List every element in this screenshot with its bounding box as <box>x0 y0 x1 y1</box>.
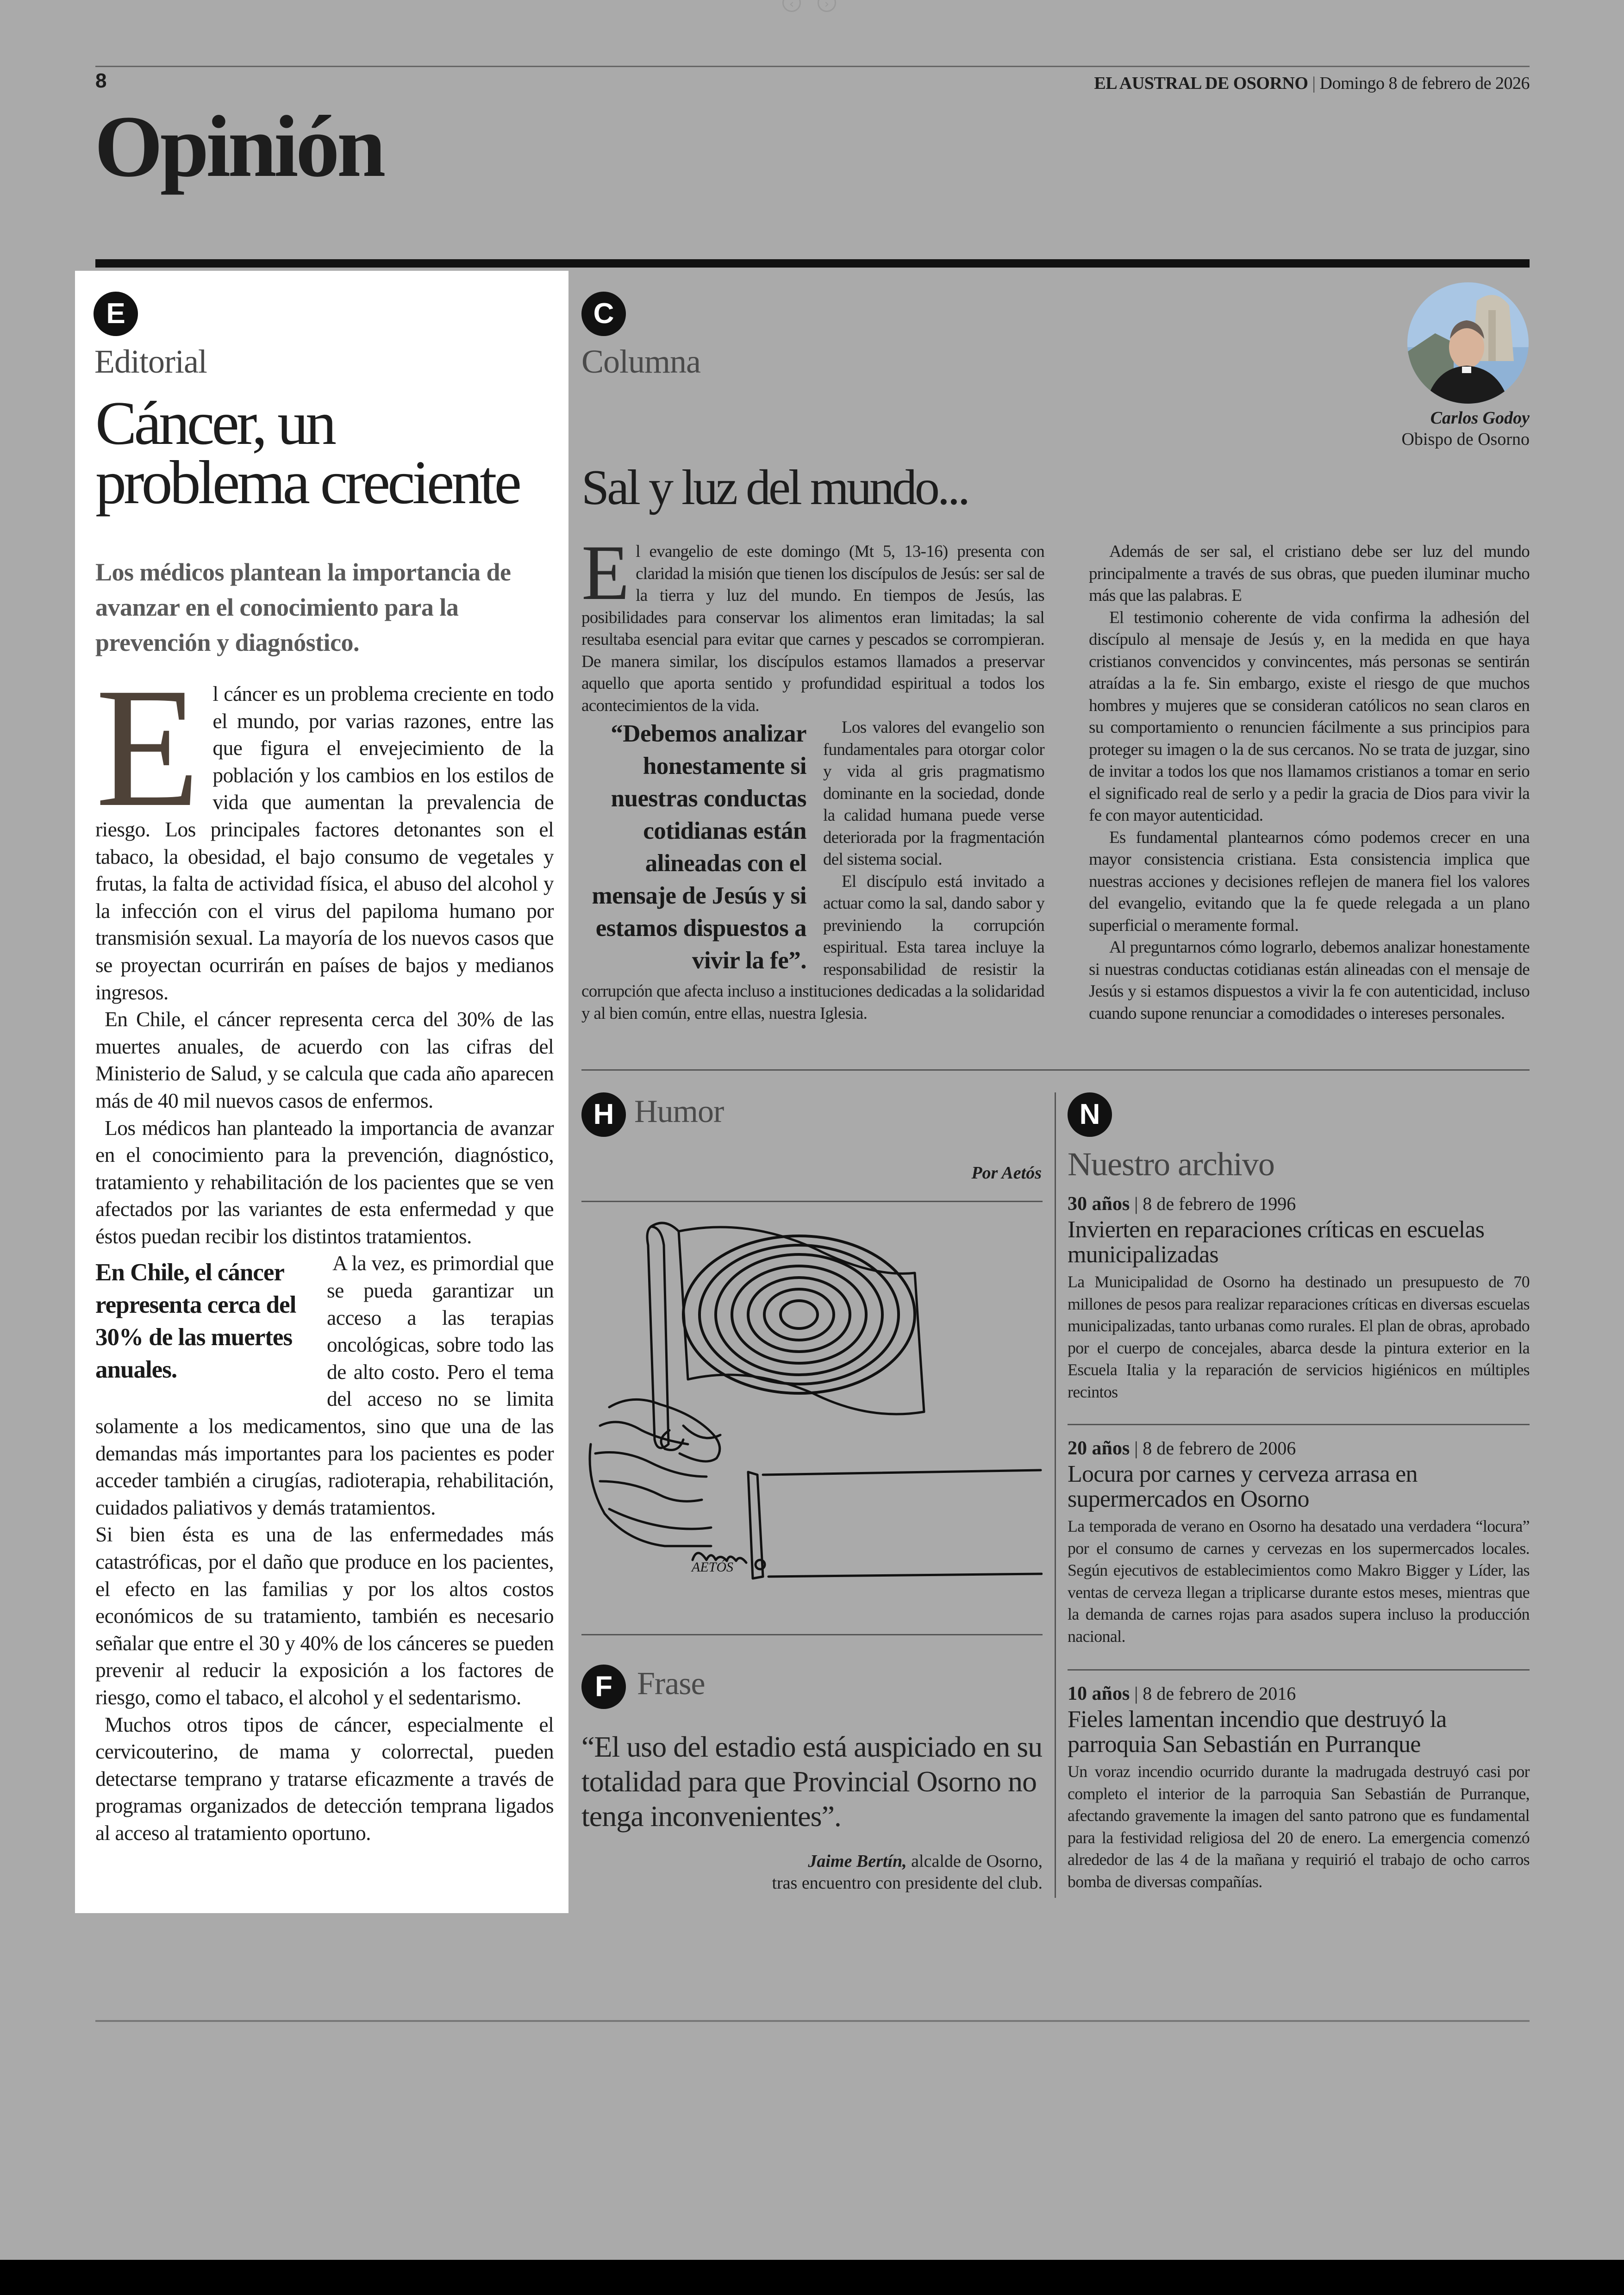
editorial-dropcap: E <box>95 653 200 842</box>
archive-date <box>1068 1192 1530 1216</box>
divider <box>1068 1669 1530 1671</box>
editorial-paragraph: Si bien ésta es una de las enfermedades más catastróficas, por el daño que produce en los pacientes, el efecto en las familias y por los altos costos económicos de su tratamiento, también es necesario señalar que entre el 30 y 40% de los cánceres se pueden prevenir al reducir la exposición a los factores de riesgo, como el tabaco, el alcohol y el sedentarismo. <box>95 1522 554 1709</box>
column-body-left <box>581 529 1044 1024</box>
frase-source <box>772 1851 1043 1894</box>
cartoon-drawing <box>581 1213 1043 1625</box>
footer-rule <box>95 2020 1530 2022</box>
page-nav <box>782 0 838 12</box>
divider <box>1068 1424 1530 1425</box>
archive-headline: Locura por carnes y cerveza arrasa en supermercados en Osorno <box>1068 1461 1418 1512</box>
divider <box>581 1634 1043 1635</box>
editorial-headline: Cáncer, un problema creciente <box>95 389 519 517</box>
archive-headline: Fieles lamentan incendio que destruyó la parroquia San Sebastián en Purranque <box>1068 1706 1447 1758</box>
frase-kicker: Frase <box>637 1666 705 1702</box>
frase-badge: F <box>581 1665 626 1709</box>
author-name: Carlos Godoy <box>1430 408 1530 428</box>
column-paragraph: l evangelio de este domingo (Mt 5, 13-16) presenta con claridad la misión que tienen los discípulos de Jesús: ser sal de la tierra y luz del mundo. En tiempos de Jesús, las posibilidades para conservar los alimentos eran limitadas; la sal resultaba esencial para evitar que carnes y pescados se corrompieran. De manera similar, los discípulos estamos llamados a preservar aquello que aporta sentido y profundidad espiritual a todos los acontecimientos de la vida. <box>581 542 1044 715</box>
humor-cartoon <box>581 1213 1043 1625</box>
frase-source-role: alcalde de Osorno, <box>906 1852 1043 1871</box>
editorial-body <box>95 653 554 1847</box>
editorial-paragraph: Los médicos han planteado la importancia de avanzar en el conocimiento para la prevención, diagnóstico, tratamiento y rehabilitación de los pacientes que se ven afectados por las variantes de esta enfermedad y que éstos puedan recibir los distintos tratamientos. <box>95 1116 554 1248</box>
column-dropcap: E <box>581 529 630 616</box>
editorial-pull-quote: En Chile, el cáncer representa cerca del 30% de las muertes anuales. <box>95 1259 296 1384</box>
masthead <box>1094 73 1530 94</box>
archive-years: 30 años <box>1068 1193 1130 1215</box>
column-badge: C <box>581 292 626 336</box>
archive-headline: Invierten en reparaciones críticas en escuelas municipalizadas <box>1068 1216 1485 1268</box>
column-divider <box>1055 1092 1056 1898</box>
frase-quote: “El uso del estadio está auspiciado en su totalidad para que Provincial Osorno no tenga inconvenientes”. <box>581 1730 1043 1833</box>
editorial-badge: E <box>94 292 138 336</box>
humor-byline: Por Aetós <box>971 1163 1042 1183</box>
humor-kicker: Humor <box>634 1094 724 1129</box>
paper-name: EL AUSTRAL DE OSORNO <box>1094 74 1308 93</box>
archive-date-text: | 8 de febrero de 1996 <box>1130 1193 1296 1214</box>
archive-badge: N <box>1068 1092 1112 1137</box>
humor-badge: H <box>581 1092 626 1137</box>
archive-body: Un voraz incendio ocurrido durante la madrugada destruyó casi por completo el interior de la parroquia San Sebastián de Purranque, afectando gravemente la imagen del santo patrono que es fundamental para la festividad religiosa del 20 de enero. La emergencia comenzó alrededor de las 4 de la mañana y requirió el trabajo de ocho carros bomba de diversas compañías. <box>1068 1762 1530 1891</box>
column-paragraph: El discípulo está invitado a actuar como la sal, dando sabor y previniendo la corrupción espiritual. Esta tarea incluye la responsabilidad de resistir la corrupción que afecta incluso a instituciones dedicadas a la solidaridad y al bien común, entre ellas, nuestra Iglesia. <box>581 872 1044 1023</box>
column-pull-quote: “Debemos analizar honestamente si nuestras conductas cotidianas están alineadas con el mensaje de Jesús y si estamos dispuestos a vivir la fe”. <box>592 720 806 974</box>
divider <box>581 1201 1043 1202</box>
editorial-paragraph: En Chile, el cáncer representa cerca del 30% de las muertes anuales, de acuerdo con las cifras del Ministerio de Salud, y se calcula que cada año aparecen más de 40 mil nuevos casos de enfermos. <box>95 1007 554 1112</box>
editorial-kicker: Editorial <box>94 343 207 380</box>
column-paragraph: El testimonio coherente de vida confirma la adhesión del discípulo al mensaje de Jesús y, en la medida en que haya cristianos convencidos y convincentes, más personas se sentirán atraídas a la fe. Sin embargo, existe el riesgo de que muchos hombres y mujeres que se consideran católicos no sean claros en su comportamiento o renuncien fácilmente a sus principios para proteger su imagen o la de sus cercanos. No se trata de juzgar, sino de invitar a todos los que nos llamamos cristianos a tomar en serio el significado real de serlo y a pedir la gracia de Dios para vivir la fe con mayor autenticidad. <box>1089 608 1530 825</box>
page-number: 8 <box>95 69 107 92</box>
archive-body: La temporada de verano en Osorno ha desatado una verdadera “locura” por el consumo de carnes y cervezas en los supermercados locales. Según ejecutivos de establecimientos como Makro Bigger y Líder, las ventas de cerveza llegan a triplicarse durante estos meses, mientras que la demanda de carnes rojas para asados supera incluso la producción nacional. <box>1068 1517 1530 1646</box>
archive-years: 10 años <box>1068 1683 1130 1704</box>
header-rule <box>95 66 1530 67</box>
divider <box>581 1069 1530 1071</box>
author-photo <box>1407 282 1529 404</box>
archive-kicker: Nuestro archivo <box>1068 1146 1274 1183</box>
column-paragraph: Además de ser sal, el cristiano debe ser luz del mundo principalmente a través de sus obras, que pueden iluminar mucho más que las palabras. E <box>1089 542 1530 605</box>
archive-body: La Municipalidad de Osorno ha destinado un presupuesto de 70 millones de pesos para realizar reparaciones críticas en diversas escuelas municipalizadas, tanto urbanas como rurales. El plan de obras, aprobado por el cuerpo de concejales, abarca desde la pintura exterior en la Escuela Italia y la reparación de servicios higiénicos en múltiples recintos <box>1068 1272 1530 1401</box>
archive-date <box>1068 1437 1530 1460</box>
archive-date-text: | 8 de febrero de 2006 <box>1130 1438 1296 1459</box>
frase-source-name: Jaime Bertín, <box>808 1852 907 1871</box>
section-title: Opinión <box>94 98 383 195</box>
archive-item <box>1068 1192 1530 1403</box>
column-headline: Sal y luz del mundo... <box>581 460 968 515</box>
editorial-dek: Los médicos plantean la importancia de avanzar en el conocimiento para la prevención y diagnóstico. <box>95 558 511 656</box>
archive-item <box>1068 1437 1530 1647</box>
prev-page-icon[interactable]: ‹ <box>782 0 801 12</box>
author-role: Obispo de Osorno <box>1401 430 1530 449</box>
editorial-paragraph: A la vez, es primordial que se pueda garantizar un acceso a las terapias oncológicas, sobre todo las de alto costo. Pero el tema del acceso no se limita solamente a los medicamentos, sino que una de las demandas más importantes para los pacientes es poder acceder también a cirugías, radioterapia, rehabilitación, cuidados paliativos y demás tratamientos. <box>95 1251 554 1519</box>
author-credit <box>1401 407 1530 450</box>
editorial-paragraph: Muchos otros tipos de cáncer, especialmente el cervicouterino, de mama y colorrectal, pueden detectarse temprano y tratarse eficazmente a través de programas organizados de detección temprana ligados al acceso al tratamiento oportuno. <box>95 1712 554 1845</box>
author-avatar <box>1407 282 1529 404</box>
column-paragraph: Los valores del evangelio son fundamentales para otorgar color y vida al gris pragmatismo dominante en la sociedad, donde la calidad humana puede verse deteriorada por la fragmentación del sistema social. <box>823 718 1044 869</box>
archive-item <box>1068 1682 1530 1893</box>
archive-date <box>1068 1682 1530 1705</box>
masthead-separator: | <box>1312 74 1316 93</box>
issue-date: Domingo 8 de febrero de 2026 <box>1319 74 1530 93</box>
editorial-paragraph: l cáncer es un problema creciente en todo el mundo, por varias razones, entre las que figura el envejecimiento de la población y los cambios en los estilos de vida que aumentan la prevalencia de riesgo. Los principales factores detonantes son el tabaco, la obesidad, el bajo consumo de vegetales y frutas, la falta de actividad física, el abuso del alcohol y la infección con el virus del papiloma humano por transmisión sexual. La mayoría de los nuevos casos que se proyectan ocurrirán en países de bajos y medianos ingresos. <box>95 682 554 1004</box>
next-page-icon[interactable]: › <box>818 0 836 12</box>
frase-source-context: tras encuentro con presidente del club. <box>772 1873 1043 1893</box>
column-kicker: Columna <box>581 343 700 380</box>
column-body-right <box>1089 541 1530 1024</box>
viewer-bottom-bar <box>0 2260 1624 2295</box>
section-rule <box>95 259 1530 268</box>
cartoon-signature: AETÓS <box>692 1559 733 1575</box>
column-paragraph: Al preguntarnos cómo lograrlo, debemos analizar honestamente si nuestras conductas cotidianas están alineadas con el mensaje de Jesús y si estamos dispuestos a vivir la fe con autenticidad, incluso cuando supone renunciar a comodidades o intereses personales. <box>1089 938 1530 1023</box>
archive-date-text: | 8 de febrero de 2016 <box>1130 1683 1296 1704</box>
column-paragraph: Es fundamental plantearnos cómo podemos crecer en una mayor consistencia cristiana. Esta consistencia implica que nuestras acciones y decisiones reflejen de manera fiel los valores del evangelio, evitando que la fe quede relegada a un plano superficial o meramente formal. <box>1089 828 1530 935</box>
archive-years: 20 años <box>1068 1438 1130 1459</box>
